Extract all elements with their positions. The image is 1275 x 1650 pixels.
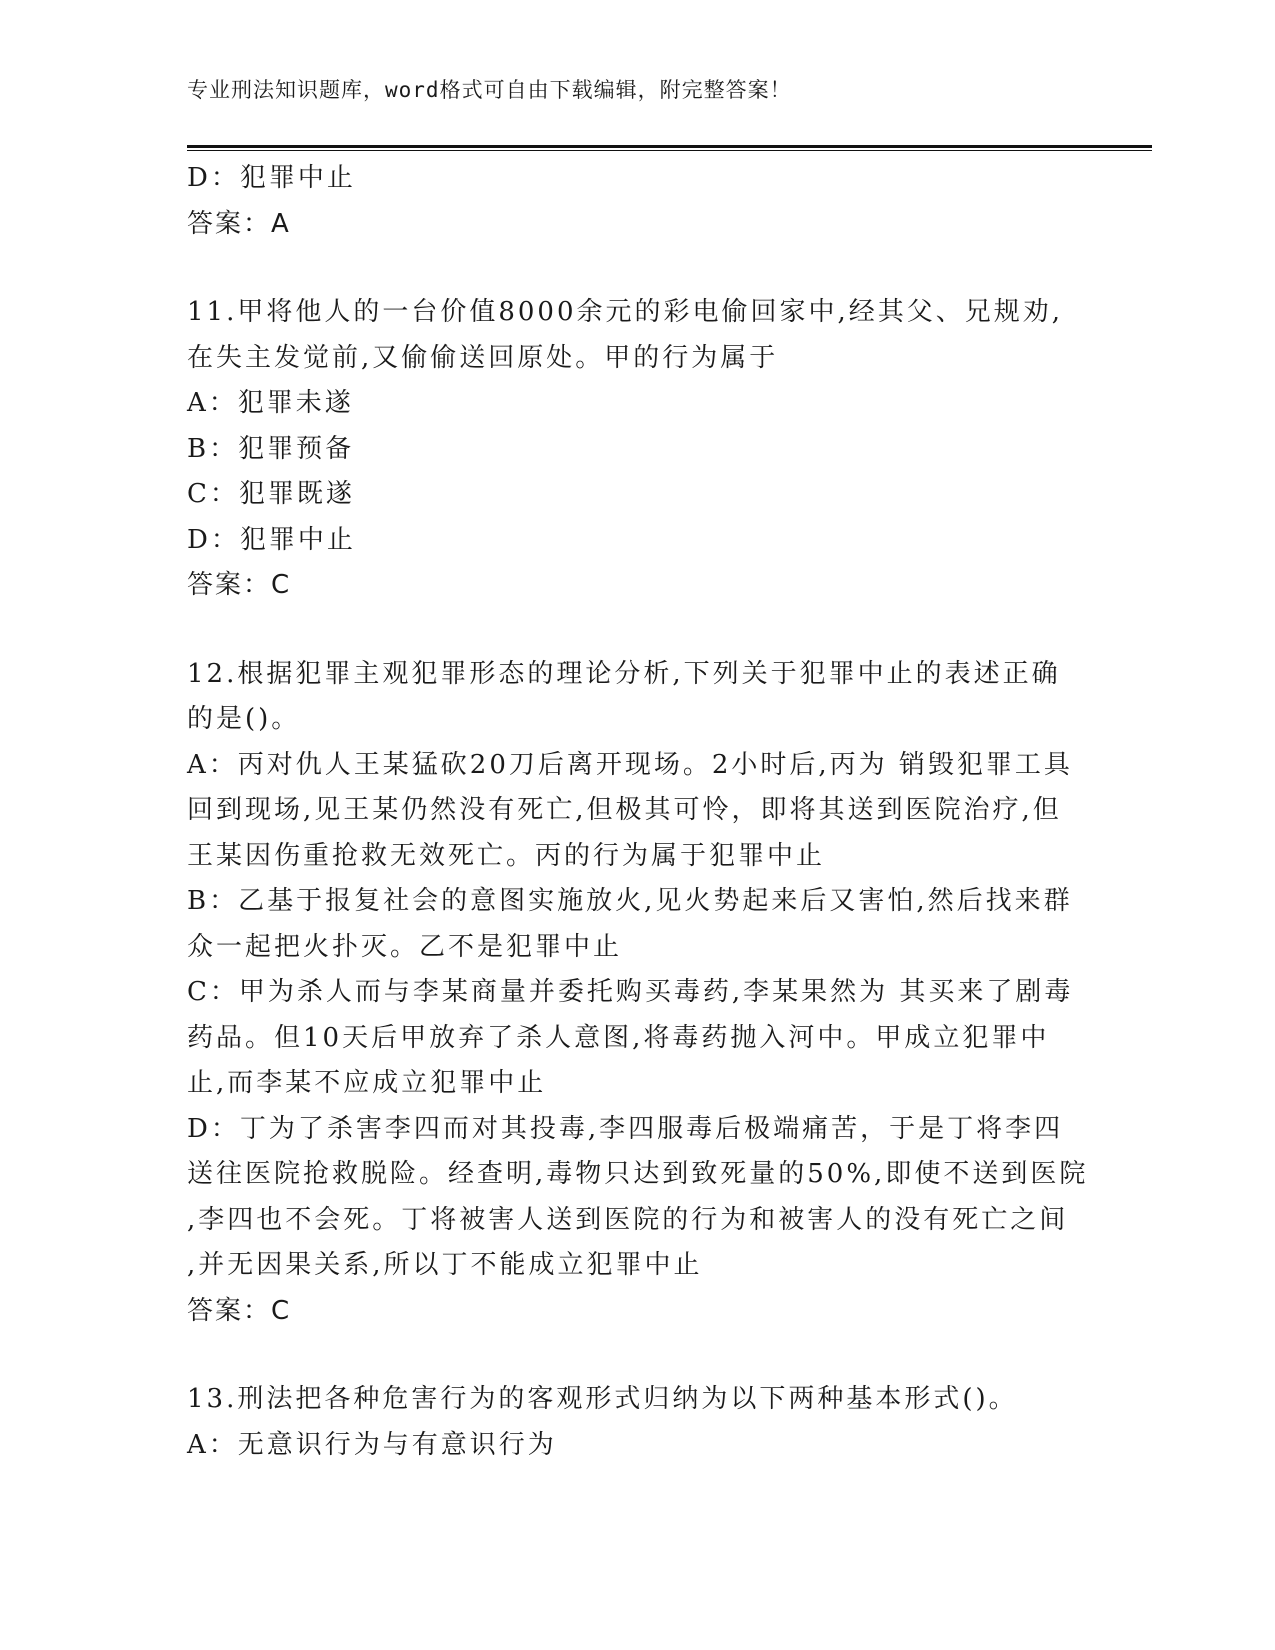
- question-block: [187, 290, 1087, 609]
- answer-line: 答案：A: [187, 208, 291, 239]
- header-rule-thin: [187, 150, 1152, 151]
- option-line: C：犯罪既遂: [187, 479, 355, 509]
- question-block: [187, 156, 1087, 247]
- answer-line: 答案：C: [187, 1295, 292, 1326]
- option-line: 王某因伤重抢救无效死亡。丙的行为属于犯罪中止: [187, 840, 826, 871]
- option-line: 众一起把火扑灭。乙不是犯罪中止: [187, 931, 623, 962]
- question-content: [187, 156, 1087, 1468]
- option-line: ,并无因果关系,所以丁不能成立犯罪中止: [187, 1250, 703, 1280]
- option-line: ,李四也不会死。丁将被害人送到医院的行为和被害人的没有死亡之间: [187, 1204, 1069, 1235]
- option-line: A：犯罪未遂: [187, 388, 354, 418]
- question-stem: 13.刑法把各种危害行为的客观形式归纳为以下两种基本形式()。: [187, 1384, 1018, 1414]
- question-stem: 的是()。: [187, 704, 301, 734]
- page-header: 专业刑法知识题库，word格式可自由下载编辑，附完整答案！: [187, 78, 792, 102]
- option-line: 药品。但10天后甲放弃了杀人意图,将毒药抛入河中。甲成立犯罪中: [187, 1022, 1050, 1053]
- option-line: D：犯罪中止: [187, 163, 356, 193]
- option-line: 止,而李某不应成立犯罪中止: [187, 1068, 547, 1098]
- option-line: C：甲为杀人而与李某商量并委托购买毒药,李某果然为 其买来了剧毒: [187, 977, 1074, 1007]
- header-rule: [187, 145, 1152, 151]
- block-gap: [187, 609, 1087, 652]
- option-line: A：无意识行为与有意识行为: [187, 1429, 557, 1460]
- block-gap: [187, 247, 1087, 290]
- option-line: 回到现场,见王某仍然没有死亡,但极其可怜，即将其送到医院治疗,但: [187, 795, 1062, 825]
- option-line: D：丁为了杀害李四而对其投毒,李四服毒后极端痛苦，于是丁将李四: [187, 1113, 1064, 1144]
- option-line: 送往医院抢救脱险。经查明,毒物只达到致死量的50%,即使不送到医院: [187, 1159, 1089, 1189]
- option-line: B：犯罪预备: [187, 433, 355, 464]
- answer-line: 答案：C: [187, 570, 292, 600]
- question-stem: 11.甲将他人的一台价值8000余元的彩电偷回家中,经其父、兄规劝,: [187, 297, 1064, 327]
- question-block: [187, 652, 1087, 1335]
- block-gap: [187, 1334, 1087, 1377]
- question-block: [187, 1377, 1087, 1468]
- question-stem: 在失主发觉前,又偷偷送回原处。甲的行为属于: [187, 342, 779, 373]
- option-line: B：乙基于报复社会的意图实施放火,见火势起来后又害怕,然后找来群: [187, 886, 1073, 916]
- header-rule-thick: [187, 145, 1152, 148]
- option-line: A：丙对仇人王某猛砍20刀后离开现场。2小时后,丙为 销毁犯罪工具: [187, 749, 1073, 780]
- question-stem: 12.根据犯罪主观犯罪形态的理论分析,下列关于犯罪中止的表述正确: [187, 658, 1061, 689]
- option-line: D：犯罪中止: [187, 524, 356, 555]
